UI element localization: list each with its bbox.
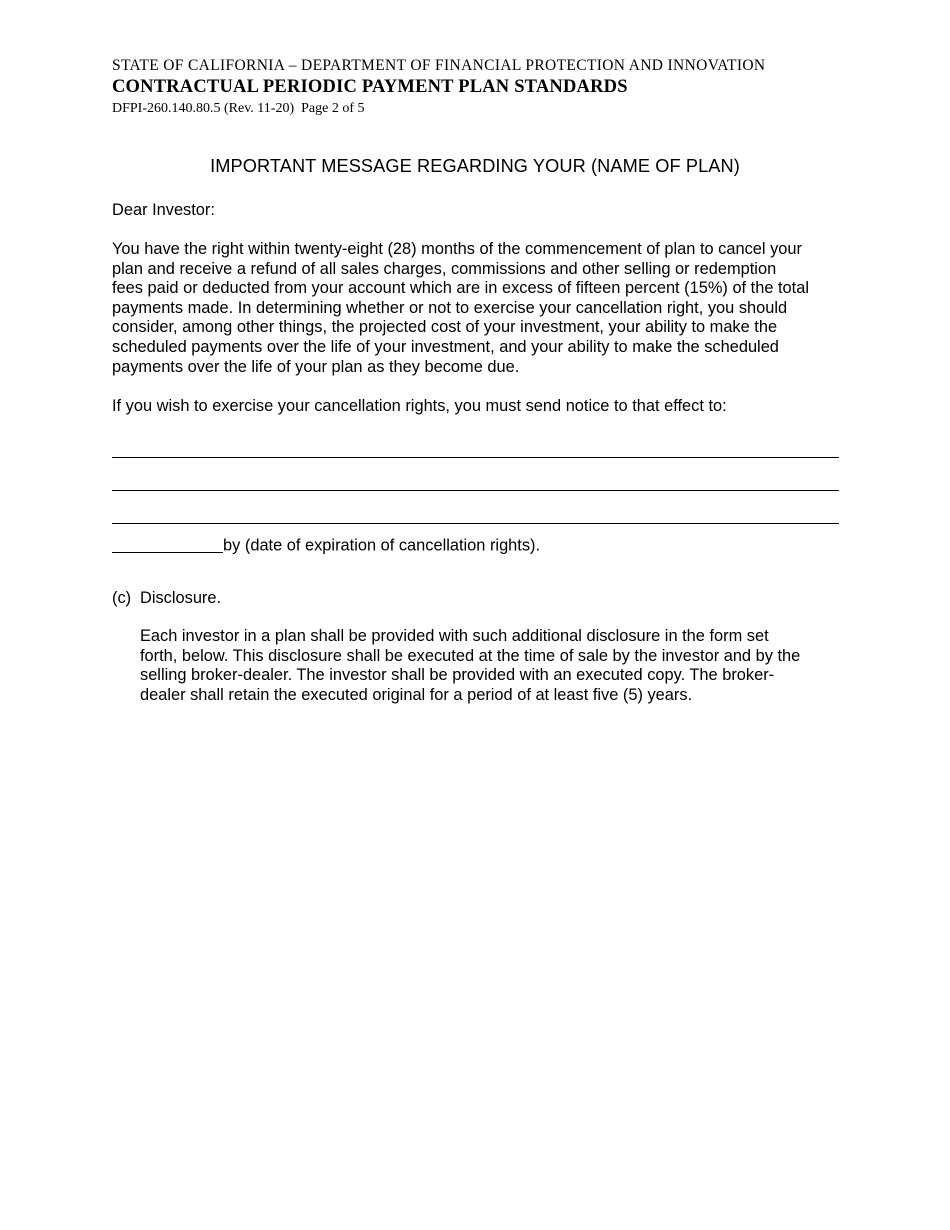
agency-name: STATE OF CALIFORNIA – DEPARTMENT OF FINANCIAL PROTECTION AND INNOVATION [112, 57, 766, 74]
address-blank-line-2[interactable] [112, 490, 839, 491]
disclosure-paragraph [140, 627, 846, 705]
section-marker: (c) [112, 589, 132, 607]
paragraph-line: forth, below. This disclosure shall be executed at the time of sale by the investor and by the [140, 646, 801, 665]
notice-instruction: If you wish to exercise your cancellation rights, you must send notice to that effect to: [112, 397, 727, 415]
expiration-date-blank[interactable] [112, 536, 223, 553]
paragraph-line: You have the right within twenty-eight (28) months of the commencement of plan to cancel your [112, 240, 802, 258]
paragraph-line: payments made. In determining whether or not to exercise your cancellation right, you should [112, 298, 788, 317]
expiration-date-row [112, 536, 540, 556]
message-title: IMPORTANT MESSAGE REGARDING YOUR (NAME OF PLAN) [210, 156, 740, 176]
section-c-heading [112, 589, 221, 609]
paragraph-line: selling broker-dealer. The investor shall be provided with an executed copy. The broker- [140, 666, 775, 685]
paragraph-line: fees paid or deducted from your account which are in excess of fifteen percent (15%) of the total [112, 279, 809, 298]
paragraph-line: Each investor in a plan shall be provided with such additional disclosure in the form set [140, 627, 769, 645]
address-blank-line-1[interactable] [112, 457, 839, 458]
document-header [112, 56, 852, 118]
paragraph-line: consider, among other things, the projected cost of your investment, your ability to make the [112, 318, 778, 337]
paragraph-line: dealer shall retain the executed original for a period of at least five (5) years. [140, 685, 693, 704]
salutation: Dear Investor: [112, 201, 215, 219]
form-title: CONTRACTUAL PERIODIC PAYMENT PLAN STANDARDS [112, 77, 628, 97]
expiration-date-label: by (date of expiration of cancellation rights). [223, 536, 541, 555]
cancellation-rights-paragraph [112, 240, 846, 377]
section-title: Disclosure. [140, 589, 222, 607]
form-id-and-page: DFPI-260.140.80.5 (Rev. 11-20) Page 2 of 5 [112, 101, 365, 116]
paragraph-line: plan and receive a refund of all sales charges, commissions and other selling or redemption [112, 259, 777, 278]
paragraph-line: payments over the life of your plan as they become due. [112, 357, 520, 376]
address-blank-line-3[interactable] [112, 523, 839, 524]
paragraph-line: scheduled payments over the life of your investment, and your ability to make the scheduled [112, 337, 779, 356]
